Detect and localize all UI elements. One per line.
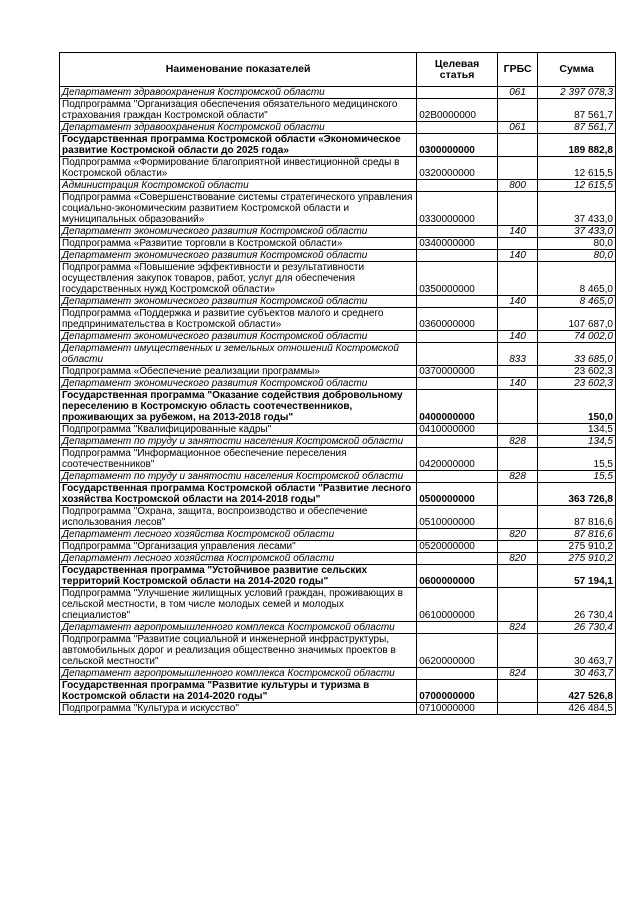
code-cell: 0340000000	[417, 238, 498, 250]
name-cell: Подпрограмма "Организация обеспечения обязательного медицинского страхования граждан Костромской области"	[60, 99, 417, 122]
name-cell: Департамент имущественных и земельных отношений Костромской области	[60, 343, 417, 366]
name-cell: Подпрограмма «Развитие торговли в Костромской области»	[60, 238, 417, 250]
name-cell: Подпрограмма «Обеспечение реализации программы»	[60, 366, 417, 378]
code-cell: 0510000000	[417, 506, 498, 529]
table-row	[60, 238, 616, 250]
name-cell: Департамент экономического развития Костромской области	[60, 250, 417, 262]
table-row	[60, 541, 616, 553]
code-cell: 0400000000	[417, 390, 498, 424]
code-cell	[417, 122, 498, 134]
code-cell: 0700000000	[417, 680, 498, 703]
sum-cell: 87 561,7	[538, 99, 616, 122]
sum-cell: 134,5	[538, 436, 616, 448]
grbs-cell: 061	[497, 122, 537, 134]
table-row	[60, 506, 616, 529]
grbs-cell: 140	[497, 378, 537, 390]
table-row	[60, 634, 616, 668]
name-cell: Подпрограмма "Охрана, защита, воспроизводство и обеспечение использования лесов"	[60, 506, 417, 529]
code-cell	[417, 226, 498, 238]
table-row	[60, 157, 616, 180]
grbs-cell	[497, 588, 537, 622]
sum-cell: 87 816,6	[538, 506, 616, 529]
name-cell: Государственная программа "Оказание содействия добровольному переселению в Костромскую область соотечественников, проживающих за рубежом, на 2013-2018 годы"	[60, 390, 417, 424]
header-grbs: ГРБС	[497, 53, 537, 87]
code-cell: 0420000000	[417, 448, 498, 471]
table-row	[60, 529, 616, 541]
table-row	[60, 296, 616, 308]
sum-cell: 107 687,0	[538, 308, 616, 331]
table-row	[60, 483, 616, 506]
code-cell: 0600000000	[417, 565, 498, 588]
name-cell: Департамент экономического развития Костромской области	[60, 296, 417, 308]
budget-table	[59, 52, 616, 715]
name-cell: Департамент экономического развития Костромской области	[60, 378, 417, 390]
name-cell: Подпрограмма «Повышение эффективности и результативности осуществления закупок товаров, работ, услуг для обеспечения государственных нужд Костромской области»	[60, 262, 417, 296]
sum-cell: 8 465,0	[538, 262, 616, 296]
code-cell: 02В0000000	[417, 99, 498, 122]
name-cell: Государственная программа Костромской области «Экономическое развитие Костромской области до 2025 года»	[60, 134, 417, 157]
code-cell	[417, 529, 498, 541]
sum-cell: 30 463,7	[538, 634, 616, 668]
code-cell: 0500000000	[417, 483, 498, 506]
table-row	[60, 553, 616, 565]
grbs-cell	[497, 157, 537, 180]
name-cell: Департамент здравоохранения Костромской области	[60, 87, 417, 99]
grbs-cell	[497, 634, 537, 668]
sum-cell: 15,5	[538, 471, 616, 483]
name-cell: Департамент по труду и занятости населения Костромской области	[60, 436, 417, 448]
sum-cell: 150,0	[538, 390, 616, 424]
table-row	[60, 180, 616, 192]
code-cell	[417, 343, 498, 366]
table-row	[60, 122, 616, 134]
grbs-cell	[497, 262, 537, 296]
code-cell	[417, 250, 498, 262]
name-cell: Департамент экономического развития Костромской области	[60, 226, 417, 238]
sum-cell: 33 685,0	[538, 343, 616, 366]
grbs-cell: 824	[497, 622, 537, 634]
table-row	[60, 192, 616, 226]
name-cell: Подпрограмма "Улучшение жилищных условий граждан, проживающих в сельской местности, в том числе молодых семей и молодых специалистов"	[60, 588, 417, 622]
sum-cell: 87 816,6	[538, 529, 616, 541]
grbs-cell	[497, 192, 537, 226]
code-cell	[417, 471, 498, 483]
grbs-cell: 820	[497, 553, 537, 565]
table-row	[60, 471, 616, 483]
sum-cell: 189 882,8	[538, 134, 616, 157]
table-header-row	[60, 53, 616, 87]
grbs-cell: 140	[497, 250, 537, 262]
grbs-cell: 820	[497, 529, 537, 541]
grbs-cell	[497, 424, 537, 436]
table-row	[60, 622, 616, 634]
sum-cell: 80,0	[538, 238, 616, 250]
code-cell	[417, 378, 498, 390]
name-cell: Департамент агропромышленного комплекса Костромской области	[60, 668, 417, 680]
grbs-cell	[497, 390, 537, 424]
table-row	[60, 436, 616, 448]
grbs-cell	[497, 99, 537, 122]
sum-cell: 57 194,1	[538, 565, 616, 588]
name-cell: Департамент лесного хозяйства Костромской области	[60, 529, 417, 541]
table-row	[60, 668, 616, 680]
code-cell	[417, 622, 498, 634]
grbs-cell: 828	[497, 471, 537, 483]
grbs-cell	[497, 366, 537, 378]
sum-cell: 427 526,8	[538, 680, 616, 703]
code-cell: 0520000000	[417, 541, 498, 553]
grbs-cell: 824	[497, 668, 537, 680]
table-row	[60, 262, 616, 296]
sum-cell: 12 615,5	[538, 157, 616, 180]
grbs-cell: 833	[497, 343, 537, 366]
code-cell	[417, 331, 498, 343]
sum-cell: 87 561,7	[538, 122, 616, 134]
name-cell: Подпрограмма "Культура и искусство"	[60, 703, 417, 715]
table-row	[60, 308, 616, 331]
code-cell	[417, 436, 498, 448]
table-row	[60, 588, 616, 622]
name-cell: Департамент по труду и занятости населения Костромской области	[60, 471, 417, 483]
code-cell	[417, 668, 498, 680]
name-cell: Подпрограмма "Развитие социальной и инженерной инфраструктуры, автомобильных дорог и реализация общественно значимых проектов в сельской местности"	[60, 634, 417, 668]
grbs-cell	[497, 238, 537, 250]
grbs-cell: 800	[497, 180, 537, 192]
grbs-cell	[497, 541, 537, 553]
name-cell: Подпрограмма "Квалифицированные кадры"	[60, 424, 417, 436]
table-row	[60, 378, 616, 390]
header-sum: Сумма	[538, 53, 616, 87]
sum-cell: 23 602,3	[538, 366, 616, 378]
name-cell: Подпрограмма «Совершенствование системы стратегического управления социально-экономическим развитием Костромской области и муниципальных образований»	[60, 192, 417, 226]
grbs-cell	[497, 680, 537, 703]
code-cell: 0320000000	[417, 157, 498, 180]
sum-cell: 8 465,0	[538, 296, 616, 308]
sum-cell: 26 730,4	[538, 622, 616, 634]
table-row	[60, 226, 616, 238]
grbs-cell: 140	[497, 226, 537, 238]
sum-cell: 275 910,2	[538, 541, 616, 553]
code-cell: 0360000000	[417, 308, 498, 331]
table-row	[60, 366, 616, 378]
table-row	[60, 134, 616, 157]
code-cell: 0610000000	[417, 588, 498, 622]
table-row	[60, 343, 616, 366]
sum-cell: 363 726,8	[538, 483, 616, 506]
sum-cell: 134,5	[538, 424, 616, 436]
code-cell	[417, 87, 498, 99]
table-row	[60, 250, 616, 262]
sum-cell: 426 484,5	[538, 703, 616, 715]
code-cell: 0370000000	[417, 366, 498, 378]
sum-cell: 26 730,4	[538, 588, 616, 622]
grbs-cell: 140	[497, 331, 537, 343]
table-row	[60, 331, 616, 343]
code-cell	[417, 553, 498, 565]
table-row	[60, 565, 616, 588]
name-cell: Подпрограмма "Организация управления лесами"	[60, 541, 417, 553]
table-row	[60, 680, 616, 703]
grbs-cell: 061	[497, 87, 537, 99]
code-cell: 0350000000	[417, 262, 498, 296]
grbs-cell	[497, 703, 537, 715]
header-code: Целевая статья	[417, 53, 498, 87]
name-cell: Подпрограмма «Формирование благоприятной инвестиционной среды в Костромской области»	[60, 157, 417, 180]
table-row	[60, 703, 616, 715]
name-cell: Департамент экономического развития Костромской области	[60, 331, 417, 343]
name-cell: Департамент здравоохранения Костромской области	[60, 122, 417, 134]
table-row	[60, 87, 616, 99]
grbs-cell	[497, 134, 537, 157]
code-cell: 0300000000	[417, 134, 498, 157]
name-cell: Администрация Костромской области	[60, 180, 417, 192]
code-cell	[417, 180, 498, 192]
name-cell: Подпрограмма "Информационное обеспечение переселения соотечественников"	[60, 448, 417, 471]
code-cell: 0410000000	[417, 424, 498, 436]
grbs-cell	[497, 308, 537, 331]
sum-cell: 37 433,0	[538, 226, 616, 238]
code-cell: 0710000000	[417, 703, 498, 715]
sum-cell: 15,5	[538, 448, 616, 471]
name-cell: Департамент лесного хозяйства Костромской области	[60, 553, 417, 565]
name-cell: Департамент агропромышленного комплекса Костромской области	[60, 622, 417, 634]
sum-cell: 74 002,0	[538, 331, 616, 343]
sum-cell: 275 910,2	[538, 553, 616, 565]
name-cell: Государственная программа "Развитие культуры и туризма в Костромской области на 2014-2020 годы"	[60, 680, 417, 703]
budget-document	[59, 52, 616, 715]
sum-cell: 37 433,0	[538, 192, 616, 226]
table-row	[60, 448, 616, 471]
table-row	[60, 99, 616, 122]
sum-cell: 23 602,3	[538, 378, 616, 390]
sum-cell: 30 463,7	[538, 668, 616, 680]
code-cell	[417, 296, 498, 308]
table-row	[60, 390, 616, 424]
sum-cell: 2 397 078,3	[538, 87, 616, 99]
name-cell: Подпрограмма «Поддержка и развитие субъектов малого и среднего предпринимательства в Костромской области»	[60, 308, 417, 331]
grbs-cell	[497, 565, 537, 588]
grbs-cell: 828	[497, 436, 537, 448]
grbs-cell: 140	[497, 296, 537, 308]
grbs-cell	[497, 483, 537, 506]
table-row	[60, 424, 616, 436]
grbs-cell	[497, 506, 537, 529]
name-cell: Государственная программа Костромской области "Развитие лесного хозяйства Костромской области на 2014-2018 годы"	[60, 483, 417, 506]
sum-cell: 12 615,5	[538, 180, 616, 192]
header-name: Наименование показателей	[60, 53, 417, 87]
grbs-cell	[497, 448, 537, 471]
code-cell: 0620000000	[417, 634, 498, 668]
code-cell: 0330000000	[417, 192, 498, 226]
sum-cell: 80,0	[538, 250, 616, 262]
name-cell: Государственная программа "Устойчивое развитие сельских территорий Костромской области на 2014-2020 годы"	[60, 565, 417, 588]
